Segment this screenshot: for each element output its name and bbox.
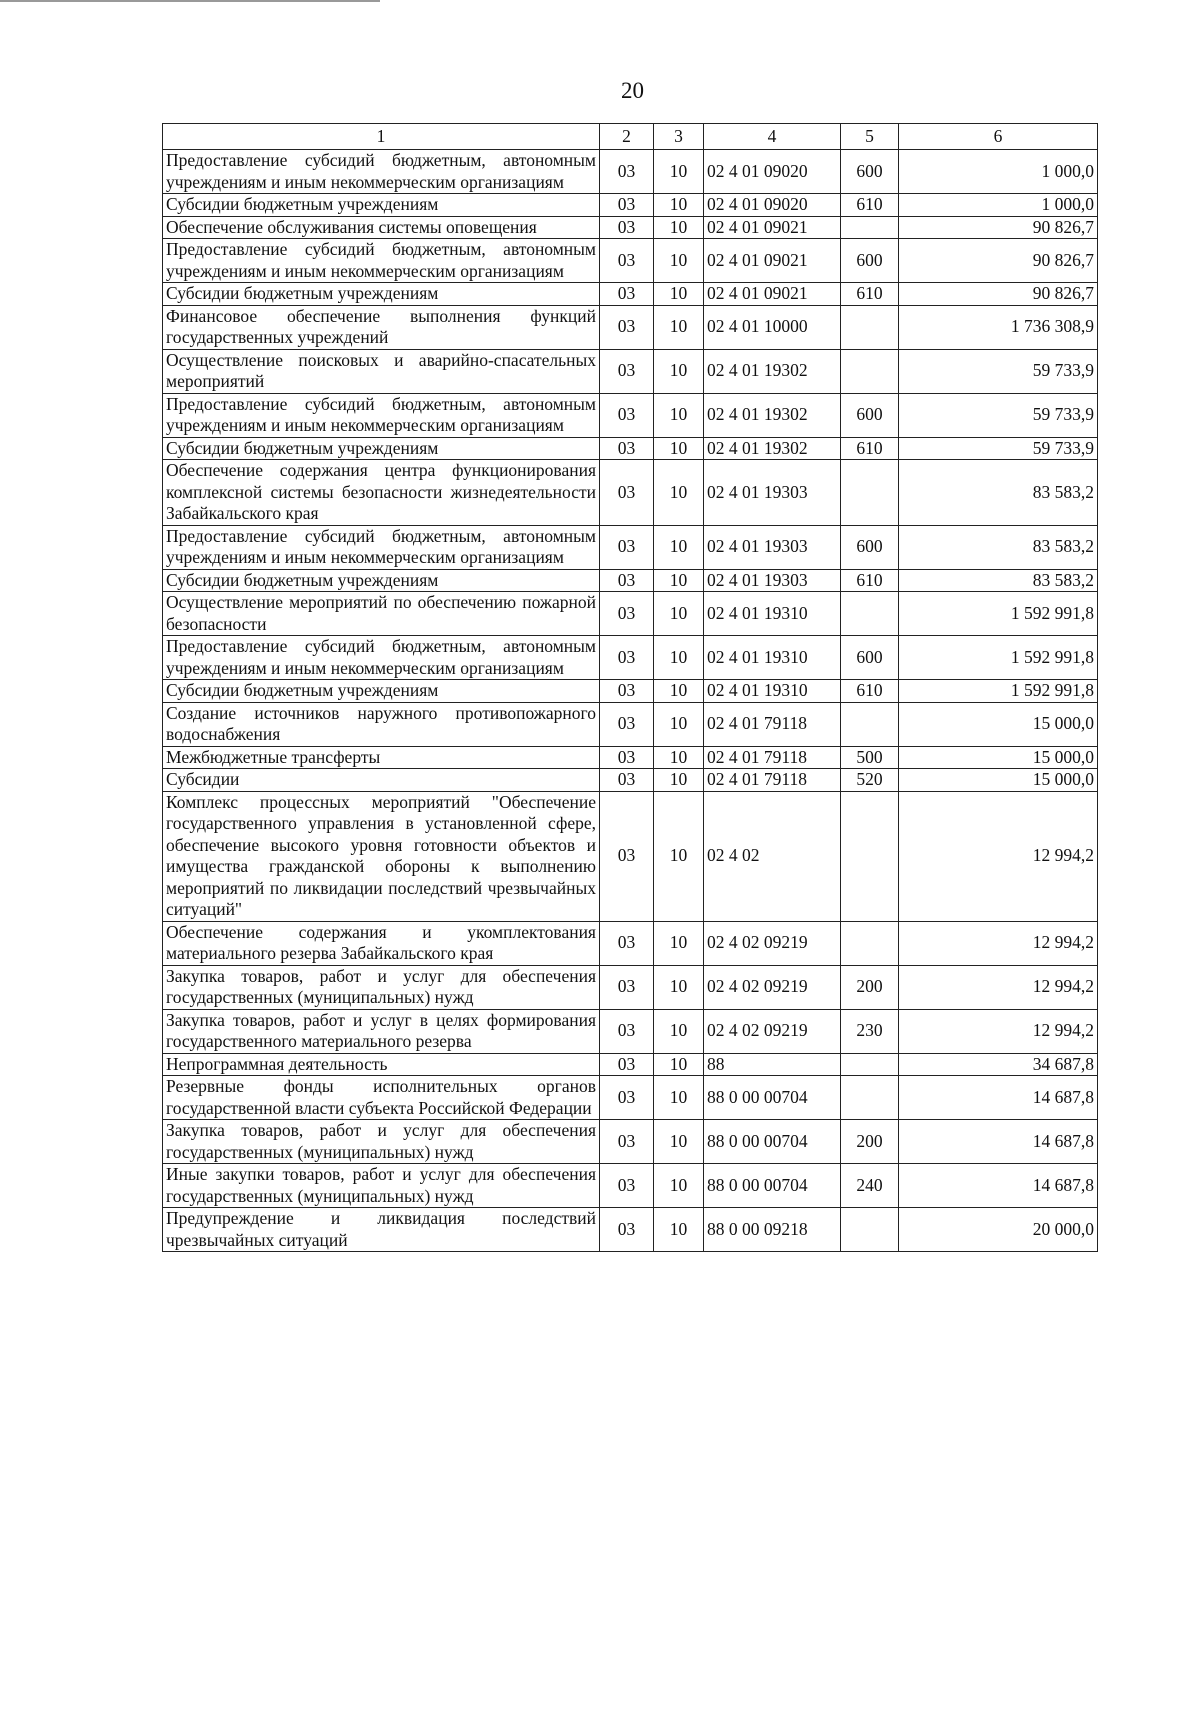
subsection-cell: 10 — [654, 702, 704, 746]
scan-edge-line — [0, 0, 380, 2]
row-name-cell: Субсидии бюджетным учреждениям — [163, 569, 600, 592]
section-cell: 03 — [600, 965, 654, 1009]
amount-cell: 90 826,7 — [899, 283, 1098, 306]
row-name-cell: Закупка товаров, работ и услуг для обеспечения государственных (муниципальных) нужд — [163, 1120, 600, 1164]
amount-cell: 1 000,0 — [899, 150, 1098, 194]
target-article-cell: 02 4 01 09020 — [704, 194, 841, 217]
target-article-cell: 02 4 01 09020 — [704, 150, 841, 194]
table-row — [163, 1120, 1098, 1164]
row-name-cell: Обеспечение содержания и укомплектования материального резерва Забайкальского края — [163, 921, 600, 965]
row-name-cell: Субсидии — [163, 769, 600, 792]
section-cell: 03 — [600, 769, 654, 792]
amount-cell: 14 687,8 — [899, 1120, 1098, 1164]
table-row — [163, 592, 1098, 636]
section-cell: 03 — [600, 791, 654, 921]
section-cell: 03 — [600, 239, 654, 283]
amount-cell: 34 687,8 — [899, 1053, 1098, 1076]
row-name-cell: Субсидии бюджетным учреждениям — [163, 283, 600, 306]
amount-cell: 59 733,9 — [899, 437, 1098, 460]
expense-type-cell — [841, 592, 899, 636]
target-article-cell: 02 4 02 09219 — [704, 921, 841, 965]
section-cell: 03 — [600, 592, 654, 636]
table-row — [163, 1053, 1098, 1076]
target-article-cell: 02 4 01 19310 — [704, 680, 841, 703]
expense-type-cell — [841, 921, 899, 965]
target-article-cell: 02 4 01 79118 — [704, 746, 841, 769]
amount-cell: 59 733,9 — [899, 393, 1098, 437]
table-row — [163, 680, 1098, 703]
amount-cell: 12 994,2 — [899, 921, 1098, 965]
subsection-cell: 10 — [654, 791, 704, 921]
table-row — [163, 150, 1098, 194]
subsection-cell: 10 — [654, 746, 704, 769]
expense-type-cell — [841, 305, 899, 349]
amount-cell: 83 583,2 — [899, 525, 1098, 569]
row-name-cell: Финансовое обеспечение выполнения функций государственных учреждений — [163, 305, 600, 349]
row-name-cell: Иные закупки товаров, работ и услуг для обеспечения государственных (муниципальных) нужд — [163, 1164, 600, 1208]
section-cell: 03 — [600, 305, 654, 349]
section-cell: 03 — [600, 393, 654, 437]
subsection-cell: 10 — [654, 150, 704, 194]
subsection-cell: 10 — [654, 525, 704, 569]
expense-type-cell: 610 — [841, 283, 899, 306]
subsection-cell: 10 — [654, 194, 704, 217]
subsection-cell: 10 — [654, 393, 704, 437]
subsection-cell: 10 — [654, 1053, 704, 1076]
table-row — [163, 283, 1098, 306]
section-cell: 03 — [600, 746, 654, 769]
section-cell: 03 — [600, 349, 654, 393]
target-article-cell: 02 4 01 19303 — [704, 460, 841, 526]
target-article-cell: 02 4 01 79118 — [704, 769, 841, 792]
expense-type-cell — [841, 216, 899, 239]
amount-cell: 1 000,0 — [899, 194, 1098, 217]
target-article-cell: 02 4 02 09219 — [704, 965, 841, 1009]
row-name-cell: Непрограммная деятельность — [163, 1053, 600, 1076]
table-body — [163, 150, 1098, 1252]
amount-cell: 1 592 991,8 — [899, 636, 1098, 680]
expense-type-cell: 240 — [841, 1164, 899, 1208]
target-article-cell: 02 4 01 19302 — [704, 437, 841, 460]
section-cell: 03 — [600, 525, 654, 569]
target-article-cell: 02 4 01 19303 — [704, 525, 841, 569]
row-name-cell: Обеспечение обслуживания системы оповещения — [163, 216, 600, 239]
section-cell: 03 — [600, 1076, 654, 1120]
row-name-cell: Предоставление субсидий бюджетным, автономным учреждениям и иным некоммерческим организациям — [163, 525, 600, 569]
table-row — [163, 1208, 1098, 1252]
table-row — [163, 349, 1098, 393]
table-row — [163, 393, 1098, 437]
row-name-cell: Закупка товаров, работ и услуг для обеспечения государственных (муниципальных) нужд — [163, 965, 600, 1009]
expense-type-cell: 200 — [841, 1120, 899, 1164]
row-name-cell: Осуществление поисковых и аварийно-спасательных мероприятий — [163, 349, 600, 393]
subsection-cell: 10 — [654, 1120, 704, 1164]
page-number: 20 — [621, 78, 644, 103]
subsection-cell: 10 — [654, 636, 704, 680]
row-name-cell: Комплекс процессных мероприятий "Обеспечение государственного управления в установленной сфере, обеспечение высокого уровня готовности объектов и имущества гражданской обороны к выполнению мероприятий по ликвидации последствий чрезвычайных ситуаций" — [163, 791, 600, 921]
amount-cell: 12 994,2 — [899, 791, 1098, 921]
expense-type-cell: 230 — [841, 1009, 899, 1053]
target-article-cell: 02 4 01 19302 — [704, 393, 841, 437]
expense-type-cell — [841, 1076, 899, 1120]
target-article-cell: 02 4 02 09219 — [704, 1009, 841, 1053]
target-article-cell: 02 4 01 09021 — [704, 216, 841, 239]
row-name-cell: Обеспечение содержания центра функционирования комплексной системы безопасности жизнедеятельности Забайкальского края — [163, 460, 600, 526]
amount-cell: 1 592 991,8 — [899, 592, 1098, 636]
amount-cell: 12 994,2 — [899, 965, 1098, 1009]
amount-cell: 12 994,2 — [899, 1009, 1098, 1053]
expense-type-cell: 600 — [841, 150, 899, 194]
table-row — [163, 1009, 1098, 1053]
row-name-cell: Межбюджетные трансферты — [163, 746, 600, 769]
row-name-cell: Предоставление субсидий бюджетным, автономным учреждениям и иным некоммерческим организациям — [163, 239, 600, 283]
section-cell: 03 — [600, 921, 654, 965]
amount-cell: 83 583,2 — [899, 569, 1098, 592]
table-row — [163, 791, 1098, 921]
subsection-cell: 10 — [654, 437, 704, 460]
table-row — [163, 1076, 1098, 1120]
table-row — [163, 194, 1098, 217]
section-cell: 03 — [600, 1009, 654, 1053]
target-article-cell: 02 4 01 19303 — [704, 569, 841, 592]
section-cell: 03 — [600, 150, 654, 194]
subsection-cell: 10 — [654, 305, 704, 349]
target-article-cell: 88 0 00 00704 — [704, 1164, 841, 1208]
expense-type-cell — [841, 349, 899, 393]
row-name-cell: Предоставление субсидий бюджетным, автономным учреждениям и иным некоммерческим организациям — [163, 636, 600, 680]
expense-type-cell: 500 — [841, 746, 899, 769]
table-row — [163, 636, 1098, 680]
amount-cell: 14 687,8 — [899, 1076, 1098, 1120]
target-article-cell: 02 4 01 09021 — [704, 239, 841, 283]
header-cell: 3 — [654, 124, 704, 150]
expense-type-cell: 610 — [841, 680, 899, 703]
amount-cell: 14 687,8 — [899, 1164, 1098, 1208]
target-article-cell: 02 4 01 09021 — [704, 283, 841, 306]
subsection-cell: 10 — [654, 1009, 704, 1053]
row-name-cell: Осуществление мероприятий по обеспечению пожарной безопасности — [163, 592, 600, 636]
subsection-cell: 10 — [654, 1076, 704, 1120]
amount-cell: 20 000,0 — [899, 1208, 1098, 1252]
subsection-cell: 10 — [654, 349, 704, 393]
expense-type-cell: 610 — [841, 437, 899, 460]
table-row — [163, 702, 1098, 746]
target-article-cell: 88 0 00 00704 — [704, 1120, 841, 1164]
expense-type-cell: 200 — [841, 965, 899, 1009]
budget-table — [162, 123, 1098, 1252]
header-cell: 6 — [899, 124, 1098, 150]
target-article-cell: 02 4 01 19302 — [704, 349, 841, 393]
section-cell: 03 — [600, 636, 654, 680]
table-row — [163, 921, 1098, 965]
section-cell: 03 — [600, 437, 654, 460]
amount-cell: 1 736 308,9 — [899, 305, 1098, 349]
section-cell: 03 — [600, 1164, 654, 1208]
target-article-cell: 02 4 01 79118 — [704, 702, 841, 746]
expense-type-cell — [841, 1053, 899, 1076]
amount-cell: 90 826,7 — [899, 239, 1098, 283]
table-row — [163, 746, 1098, 769]
subsection-cell: 10 — [654, 1164, 704, 1208]
section-cell: 03 — [600, 1208, 654, 1252]
amount-cell: 15 000,0 — [899, 746, 1098, 769]
row-name-cell: Субсидии бюджетным учреждениям — [163, 680, 600, 703]
amount-cell: 15 000,0 — [899, 702, 1098, 746]
target-article-cell: 02 4 01 19310 — [704, 592, 841, 636]
expense-type-cell: 610 — [841, 194, 899, 217]
section-cell: 03 — [600, 1120, 654, 1164]
row-name-cell: Субсидии бюджетным учреждениям — [163, 194, 600, 217]
table-row — [163, 305, 1098, 349]
amount-cell: 83 583,2 — [899, 460, 1098, 526]
subsection-cell: 10 — [654, 965, 704, 1009]
table-row — [163, 239, 1098, 283]
amount-cell: 59 733,9 — [899, 349, 1098, 393]
section-cell: 03 — [600, 216, 654, 239]
table-row — [163, 460, 1098, 526]
expense-type-cell: 600 — [841, 393, 899, 437]
row-name-cell: Предупреждение и ликвидация последствий чрезвычайных ситуаций — [163, 1208, 600, 1252]
table-row — [163, 437, 1098, 460]
row-name-cell: Создание источников наружного противопожарного водоснабжения — [163, 702, 600, 746]
expense-type-cell: 610 — [841, 569, 899, 592]
subsection-cell: 10 — [654, 592, 704, 636]
section-cell: 03 — [600, 194, 654, 217]
row-name-cell: Закупка товаров, работ и услуг в целях формирования государственного материального резерва — [163, 1009, 600, 1053]
target-article-cell: 02 4 01 10000 — [704, 305, 841, 349]
subsection-cell: 10 — [654, 1208, 704, 1252]
subsection-cell: 10 — [654, 216, 704, 239]
target-article-cell: 88 0 00 09218 — [704, 1208, 841, 1252]
header-cell: 4 — [704, 124, 841, 150]
section-cell: 03 — [600, 680, 654, 703]
expense-type-cell: 520 — [841, 769, 899, 792]
subsection-cell: 10 — [654, 283, 704, 306]
table-row — [163, 525, 1098, 569]
subsection-cell: 10 — [654, 680, 704, 703]
expense-type-cell — [841, 460, 899, 526]
header-row — [163, 124, 1098, 150]
row-name-cell: Предоставление субсидий бюджетным, автономным учреждениям и иным некоммерческим организациям — [163, 393, 600, 437]
row-name-cell: Субсидии бюджетным учреждениям — [163, 437, 600, 460]
amount-cell: 15 000,0 — [899, 769, 1098, 792]
expense-type-cell — [841, 1208, 899, 1252]
section-cell: 03 — [600, 460, 654, 526]
expense-type-cell — [841, 791, 899, 921]
section-cell: 03 — [600, 1053, 654, 1076]
expense-type-cell — [841, 702, 899, 746]
target-article-cell: 88 0 00 00704 — [704, 1076, 841, 1120]
amount-cell: 1 592 991,8 — [899, 680, 1098, 703]
target-article-cell: 02 4 01 19310 — [704, 636, 841, 680]
table-row — [163, 216, 1098, 239]
row-name-cell: Предоставление субсидий бюджетным, автономным учреждениям и иным некоммерческим организациям — [163, 150, 600, 194]
table-row — [163, 965, 1098, 1009]
target-article-cell: 02 4 02 — [704, 791, 841, 921]
header-cell: 5 — [841, 124, 899, 150]
target-article-cell: 88 — [704, 1053, 841, 1076]
section-cell: 03 — [600, 702, 654, 746]
table-row — [163, 569, 1098, 592]
subsection-cell: 10 — [654, 239, 704, 283]
row-name-cell: Резервные фонды исполнительных органов государственной власти субъекта Российской Федерации — [163, 1076, 600, 1120]
expense-type-cell: 600 — [841, 239, 899, 283]
subsection-cell: 10 — [654, 460, 704, 526]
subsection-cell: 10 — [654, 921, 704, 965]
table-row — [163, 769, 1098, 792]
subsection-cell: 10 — [654, 569, 704, 592]
amount-cell: 90 826,7 — [899, 216, 1098, 239]
section-cell: 03 — [600, 569, 654, 592]
table-row — [163, 1164, 1098, 1208]
header-cell: 1 — [163, 124, 600, 150]
subsection-cell: 10 — [654, 769, 704, 792]
expense-type-cell: 600 — [841, 525, 899, 569]
header-cell: 2 — [600, 124, 654, 150]
expense-type-cell: 600 — [841, 636, 899, 680]
section-cell: 03 — [600, 283, 654, 306]
